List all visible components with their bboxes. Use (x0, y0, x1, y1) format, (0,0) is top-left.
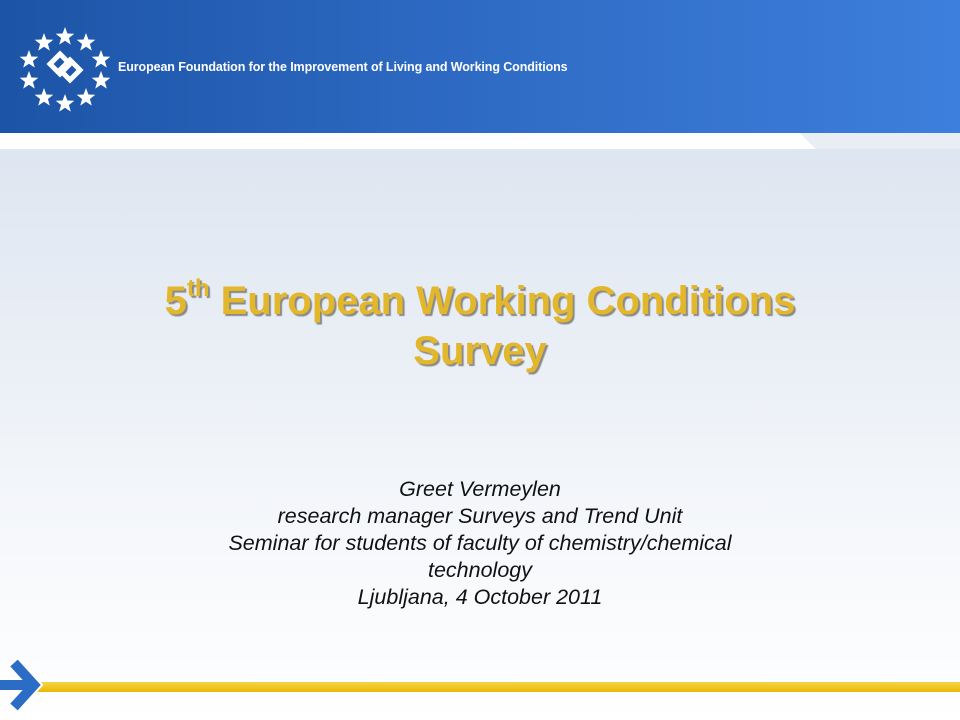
event-place-date: Ljubljana, 4 October 2011 (357, 585, 603, 609)
presenter-name: Greet Vermeylen (399, 477, 561, 501)
event-name-line-2: technology (428, 558, 532, 582)
title-line-1 (60, 276, 900, 326)
header-banner (0, 0, 960, 133)
title-line-2: Survey (413, 329, 547, 373)
header-bottom-band (0, 133, 960, 149)
slide-subtitle (60, 476, 900, 611)
slide-title (60, 276, 900, 376)
title-text: European Working Conditions (209, 279, 796, 323)
event-name-line-1: Seminar for students of faculty of chemistry/chemical (228, 531, 732, 555)
title-superscript: th (186, 274, 210, 302)
eurofound-stars-logo-icon (20, 24, 110, 114)
presenter-role: research manager Surveys and Trend Unit (277, 504, 683, 528)
footer-yellow-line (0, 682, 960, 692)
organization-name: European Foundation for the Improvement of Living and Working Conditions (118, 60, 568, 74)
right-arrow-icon (0, 655, 70, 715)
title-number: 5 (164, 279, 187, 323)
